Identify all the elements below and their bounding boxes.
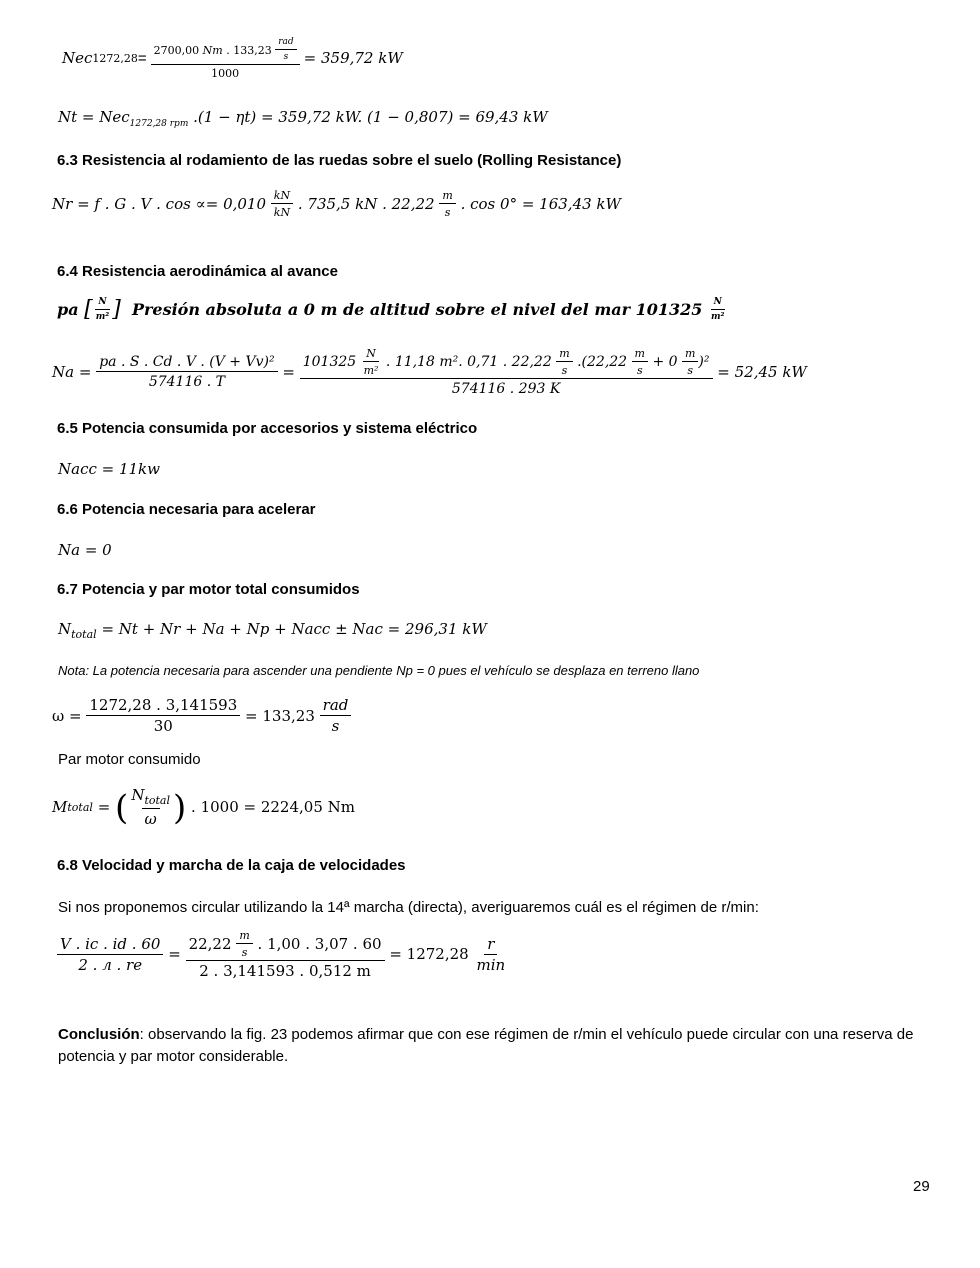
equation-nec: Nec 1272,28 = 2700,00 Nm . 133,23 $\frac{\text{rad}}{s}$ 1000 = 359,72 kW xyxy=(62,37,403,80)
equation-na-zero: Na = 0 xyxy=(58,541,112,559)
page-number: 29 xyxy=(913,1178,930,1195)
heading-6-4: 6.4 Resistencia aerodinámica al avance xyxy=(57,263,338,280)
par-motor-label: Par motor consumido xyxy=(58,751,201,768)
conclusion-paragraph: Conclusión: observando la fig. 23 podemos afirmar que con ese régimen de r/min el vehículo puede circular con una reserva de potencia y par motor considerable. xyxy=(58,1026,914,1065)
heading-6-7: 6.7 Potencia y par motor total consumidos xyxy=(57,581,360,598)
note-text: Nota: La potencia necesaria para ascender una pendiente Np = 0 pues el vehículo se desplaza en terreno llano xyxy=(58,663,700,678)
heading-6-6: 6.6 Potencia necesaria para acelerar xyxy=(57,501,316,518)
equation-omega: ω = $\frac{1272,28 . 3,141593}{30}$ = 133,23 $\frac{\text{rad}}{s}$ xyxy=(52,698,351,734)
section-6-8-text: Si nos proponemos circular utilizando la 14ª marcha (directa), averiguaremos cuál es el régimen de r/min: xyxy=(58,899,759,916)
equation-nacc: Nacc = 11kw xyxy=(58,460,160,478)
equation-nt: Nt = Nec$_{1272,28 rpm}$ .(1 − ηt) = 359,72 kW. (1 − 0,807) = 69,43 kW xyxy=(58,108,548,129)
heading-6-8: 6.8 Velocidad y marcha de la caja de velocidades xyxy=(57,857,406,874)
heading-6-3: 6.3 Resistencia al rodamiento de las ruedas sobre el suelo (Rolling Resistance) xyxy=(57,152,622,169)
equation-na-aero: Na = $\frac{\text{pa . S . Cd . V . (V + Vv)²}}{574116 . T}$ = 101325 $\frac{N}{\text{m²}}$ . 11,18 m². 0,71 . 22,22 $\frac{m}{s}$ .(22,22 $\frac{m}{s}$ + 0 $\frac{m}{s}$ )² 574116 . 293 K = 52,45 kW xyxy=(52,347,807,397)
heading-6-5: 6.5 Potencia consumida por accesorios y sistema eléctrico xyxy=(57,420,478,437)
equation-rpm: $\frac{V . ic . id . 60}{2 . л . re}$ = 22,22 $\frac{m}{s}$ . 1,00 . 3,07 . 60 2 . 3,141593 . 0,512 m = 1272,28 $\frac{r}{\min}$ xyxy=(57,930,508,979)
equation-ntotal: $N_{total} = Nt + Nr + Na + Np$ + Nacc ± Nac = 296,31 kW xyxy=(58,620,487,641)
equation-pa: pa [ $\frac{N}{\text{m²}}$ ] Presión absoluta a 0 m de altitud sobre el nivel del mar 101325 $\frac{N}{\text{m²}}$ xyxy=(57,297,725,322)
equation-nr: Nr = f . G . V . cos ∝= 0,010 $\frac{kN}{kN}$ . 735,5 kN . 22,22 $\frac{m}{s}$ . cos 0° = 163,43 kW xyxy=(52,189,621,219)
equation-mtotal: M total = ( $\frac{N_{total}}{\omega}$ ) . 1000 = 2224,05 Nm xyxy=(52,786,355,828)
